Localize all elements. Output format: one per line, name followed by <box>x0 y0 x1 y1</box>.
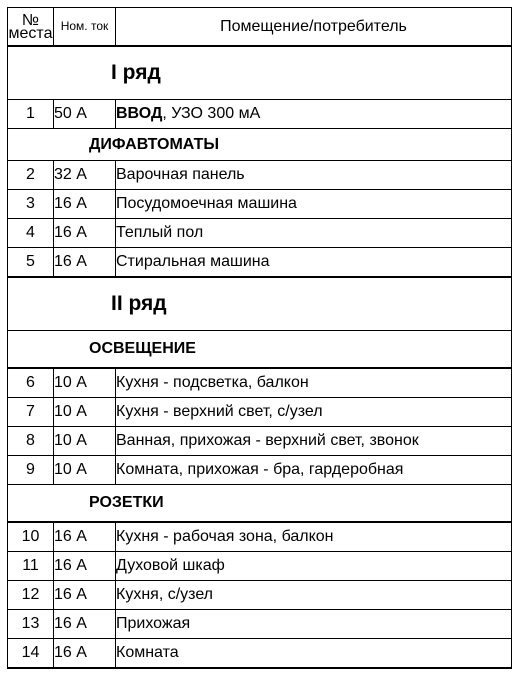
header-place: № места <box>8 8 54 47</box>
table-row <box>8 161 512 190</box>
input-detail: , УЗО 300 мА <box>162 105 261 122</box>
header-row <box>8 8 512 47</box>
consumer-description: Теплый пол <box>116 219 512 248</box>
nominal-current: 10 А <box>54 456 116 485</box>
table-row <box>8 610 512 639</box>
table-row <box>8 522 512 552</box>
place-number: 11 <box>8 552 54 581</box>
header-description: Помещение/потребитель <box>116 8 512 47</box>
place-number: 6 <box>8 368 54 398</box>
header-nominal-current: Ном. ток <box>54 8 116 47</box>
place-number: 4 <box>8 219 54 248</box>
table-row <box>8 398 512 427</box>
table-row <box>8 248 512 278</box>
breaker-panel-table <box>7 7 512 669</box>
table-row <box>8 581 512 610</box>
nominal-current: 16 А <box>54 190 116 219</box>
nominal-current: 50 А <box>54 100 116 129</box>
section-title: I ряд <box>8 46 512 100</box>
nominal-current: 16 А <box>54 610 116 639</box>
place-number: 12 <box>8 581 54 610</box>
table-row <box>8 368 512 398</box>
nominal-current: 16 А <box>54 581 116 610</box>
nominal-current: 16 А <box>54 248 116 278</box>
consumer-description: Прихожая <box>116 610 512 639</box>
consumer-description: Кухня - подсветка, балкон <box>116 368 512 398</box>
nominal-current: 32 А <box>54 161 116 190</box>
nominal-current: 10 А <box>54 427 116 456</box>
group-row-difavtomaty <box>8 129 512 161</box>
consumer-description: Комната <box>116 639 512 669</box>
group-row-rozetki <box>8 485 512 523</box>
consumer-description <box>116 100 512 129</box>
group-title: ОСВЕЩЕНИЕ <box>8 331 512 369</box>
place-number: 3 <box>8 190 54 219</box>
table-row <box>8 190 512 219</box>
input-label: ВВОД <box>116 105 163 122</box>
consumer-description: Комната, прихожая - бра, гардеробная <box>116 456 512 485</box>
group-title: РОЗЕТКИ <box>8 485 512 523</box>
place-number: 14 <box>8 639 54 669</box>
place-number: 10 <box>8 522 54 552</box>
table-row <box>8 427 512 456</box>
place-number: 7 <box>8 398 54 427</box>
consumer-description: Стиральная машина <box>116 248 512 278</box>
nominal-current: 16 А <box>54 639 116 669</box>
table-row <box>8 100 512 129</box>
nominal-current: 16 А <box>54 219 116 248</box>
place-number: 2 <box>8 161 54 190</box>
consumer-description: Ванная, прихожая - верхний свет, звонок <box>116 427 512 456</box>
nominal-current: 16 А <box>54 552 116 581</box>
consumer-description: Кухня - верхний свет, с/узел <box>116 398 512 427</box>
consumer-description: Кухня - рабочая зона, балкон <box>116 522 512 552</box>
consumer-description: Духовой шкаф <box>116 552 512 581</box>
table-row <box>8 219 512 248</box>
nominal-current: 10 А <box>54 368 116 398</box>
consumer-description: Кухня, с/узел <box>116 581 512 610</box>
nominal-current: 16 А <box>54 522 116 552</box>
section-title: II ряд <box>8 277 512 331</box>
consumer-description: Варочная панель <box>116 161 512 190</box>
table-row <box>8 639 512 669</box>
table-row <box>8 552 512 581</box>
consumer-description: Посудомоечная машина <box>116 190 512 219</box>
place-number: 9 <box>8 456 54 485</box>
group-row-osveschenie <box>8 331 512 369</box>
group-title: ДИФАВТОМАТЫ <box>8 129 512 161</box>
section-row-2 <box>8 277 512 331</box>
nominal-current: 10 А <box>54 398 116 427</box>
table-row <box>8 456 512 485</box>
place-number: 13 <box>8 610 54 639</box>
place-number: 1 <box>8 100 54 129</box>
place-number: 8 <box>8 427 54 456</box>
section-row-1 <box>8 46 512 100</box>
place-number: 5 <box>8 248 54 278</box>
